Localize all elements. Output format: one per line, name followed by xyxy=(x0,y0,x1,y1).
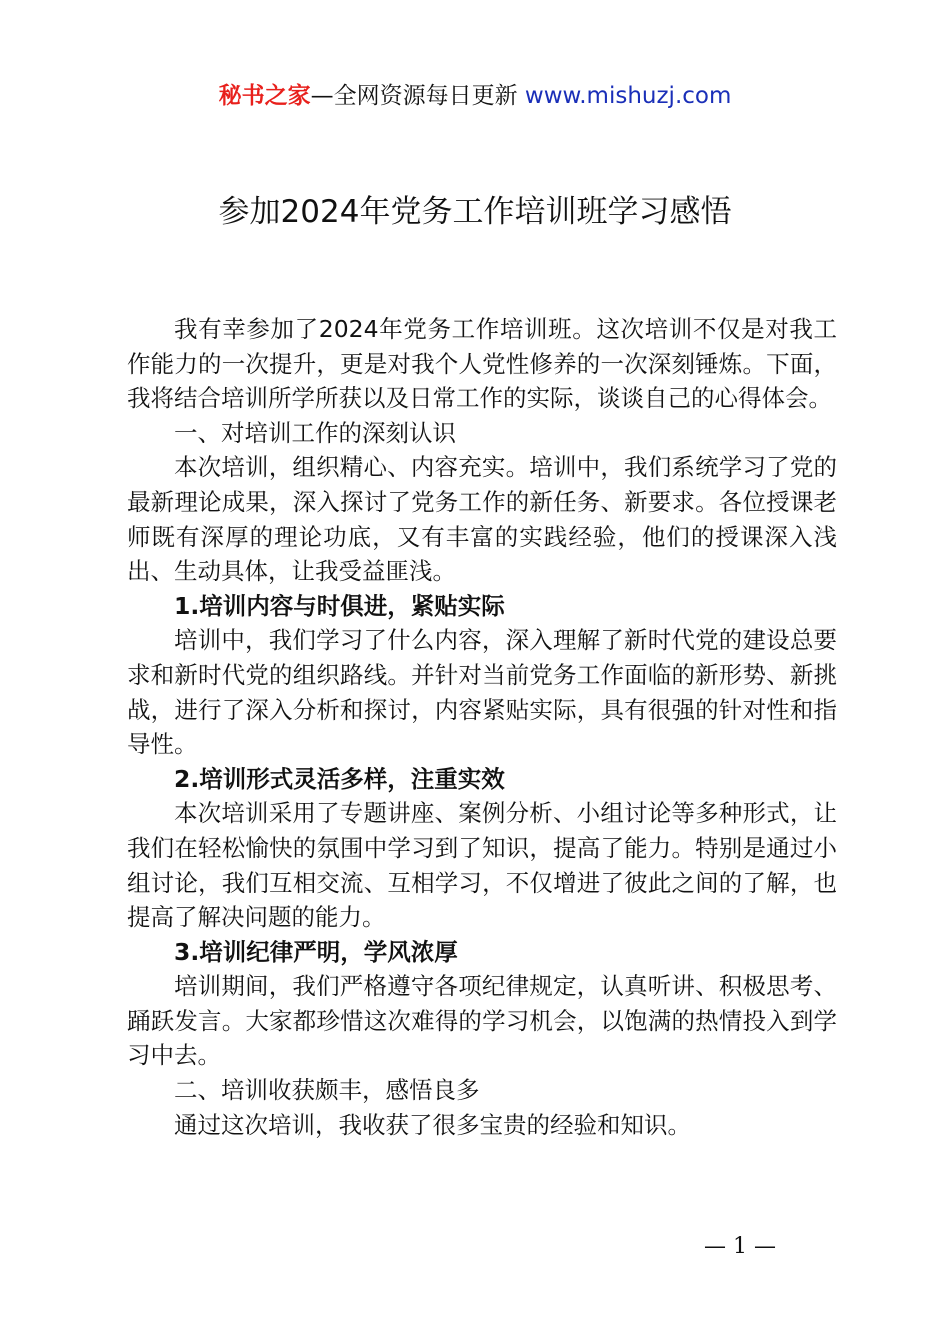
subsection-1-paragraph: 培训中，我们学习了什么内容，深入理解了新时代党的建设总要求和新时代党的组织路线。并针对当前党务工作面临的新形势、新挑战，进行了深入分析和探讨，内容紧贴实际，具有很强的针对性和指导性。 xyxy=(127,626,837,759)
intro-paragraph: 我有幸参加了2024年党务工作培训班。这次培训不仅是对我工作能力的一次提升，更是对我个人党性修养的一次深刻锤炼。下面，我将结合培训所学所获以及日常工作的实际，谈谈自己的心得体会。 xyxy=(127,315,837,413)
section-1-paragraph: 本次培训，组织精心、内容充实。培训中，我们系统学习了党的最新理论成果，深入探讨了党务工作的新任务、新要求。各位授课老师既有深厚的理论功底，又有丰富的实践经验，他们的授课深入浅出、生动具体，让我受益匪浅。 xyxy=(127,453,837,586)
section-2-paragraph: 通过这次培训，我收获了很多宝贵的经验和知识。 xyxy=(174,1110,691,1139)
document-title: 参加2024年党务工作培训班学习感悟 xyxy=(218,194,732,230)
header-tagline: —全网资源每日更新 xyxy=(310,83,518,109)
site-url-link[interactable]: www.mishuzj.com xyxy=(524,83,732,109)
section-1-heading: 一、对培训工作的深刻认识 xyxy=(174,418,456,447)
brand-name: 秘书之家 xyxy=(218,83,311,109)
site-header xyxy=(0,80,950,112)
document-body xyxy=(127,312,837,1142)
subsection-1-heading: 1.培训内容与时俱进，紧贴实际 xyxy=(174,591,505,620)
subsection-3-paragraph: 培训期间，我们严格遵守各项纪律规定，认真听讲、积极思考、踊跃发言。大家都珍惜这次难得的学习机会，以饱满的热情投入到学习中去。 xyxy=(127,972,837,1070)
subsection-2-paragraph: 本次培训采用了专题讲座、案例分析、小组讨论等多种形式，让我们在轻松愉快的氛围中学习到了知识，提高了能力。特别是通过小组讨论，我们互相交流、互相学习，不仅增进了彼此之间的了解，也提高了解决问题的能力。 xyxy=(127,799,837,932)
page-number: — 1 — xyxy=(704,1234,776,1259)
subsection-2-heading: 2.培训形式灵活多样，注重实效 xyxy=(174,764,505,793)
subsection-3-heading: 3.培训纪律严明，学风浓厚 xyxy=(174,937,458,966)
section-2-heading: 二、培训收获颇丰，感悟良多 xyxy=(174,1076,480,1105)
